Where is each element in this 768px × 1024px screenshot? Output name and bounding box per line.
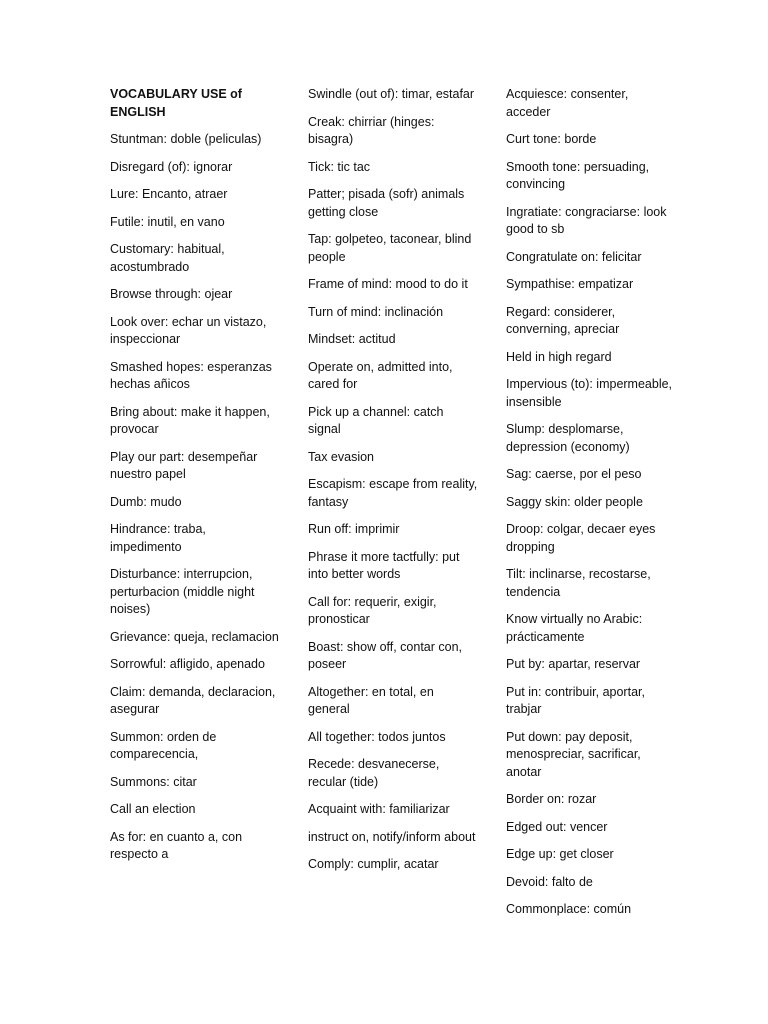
vocab-entry: Slump: desplomarse, depression (economy) <box>506 422 630 454</box>
vocab-entry: Sag: caerse, por el peso <box>506 467 642 481</box>
vocab-entry: Operate on, admitted into, cared for <box>308 359 453 391</box>
vocab-entry: Ingratiate: congraciarse: look good to sb <box>506 204 667 236</box>
vocab-entry: Disregard (of): ignorar <box>110 159 233 174</box>
vocab-entry: Browse through: ojear <box>110 287 233 301</box>
vocab-entry: Smashed hopes: esperanzas hechas añicos <box>110 359 272 391</box>
vocab-entry: instruct on, notify/inform about <box>308 829 476 844</box>
vocab-entry: Run off: imprimir <box>308 522 400 536</box>
vocab-entry: Hindrance: traba, impedimento <box>110 522 206 554</box>
vocab-entry: Acquaint with: familiarizar <box>308 802 450 816</box>
vocab-entry: Bring about: make it happen, provocar <box>110 404 270 436</box>
vocab-entry: Play our part: desempeñar nuestro papel <box>110 449 258 481</box>
vocab-entry: Sympathise: empatizar <box>506 277 634 291</box>
vocab-entry: Turn of mind: inclinación <box>308 304 444 319</box>
column-3 <box>506 86 676 929</box>
vocab-entry: Escapism: escape from reality, fantasy <box>308 477 478 509</box>
vocab-entry: Sorrowful: afligido, apenado <box>110 657 265 671</box>
vocab-entry: Tax evasion <box>308 449 375 464</box>
vocab-entry: Call an election <box>110 802 196 816</box>
column-2 <box>308 86 478 884</box>
vocab-entry: Devoid: falto de <box>506 874 593 889</box>
vocab-entry: Frame of mind: mood to do it <box>308 277 468 291</box>
vocab-entry: Creak: chirriar (hinges: bisagra) <box>308 114 435 146</box>
vocab-entry: As for: en cuanto a, con respecto a <box>110 829 243 861</box>
document-title: VOCABULARY USE of ENGLISH <box>110 87 242 119</box>
vocab-entry: Claim: demanda, declaracion, asegurar <box>110 684 276 716</box>
column-1 <box>110 86 280 874</box>
vocab-entry: Acquiesce: consenter, acceder <box>506 87 629 119</box>
vocab-entry: Curt tone: borde <box>506 132 597 146</box>
vocab-entry: Pick up a channel: catch signal <box>308 404 444 436</box>
vocab-entry: Comply: cumplir, acatar <box>308 857 439 871</box>
vocab-entry: Grievance: queja, reclamacion <box>110 629 279 644</box>
vocab-entry: Smooth tone: persuading, convincing <box>506 159 650 191</box>
vocab-entry: Tick: tic tac <box>308 159 371 174</box>
vocab-entry: Mindset: actitud <box>308 332 396 346</box>
vocab-entry: Customary: habitual, acostumbrado <box>110 242 225 274</box>
vocab-entry: Know virtually no Arabic: prácticamente <box>506 612 643 644</box>
vocab-entry: Summon: orden de comparecencia, <box>110 729 217 761</box>
vocab-entry: Dumb: mudo <box>110 494 182 509</box>
vocab-entry: Lure: Encanto, atraer <box>110 187 228 201</box>
vocab-entry: Held in high regard <box>506 349 612 364</box>
vocab-entry: Altogether: en total, en general <box>308 684 434 716</box>
vocab-entry: Disturbance: interrupcion, perturbacion (middle night noises) <box>110 567 255 616</box>
vocab-entry: Futile: inutil, en vano <box>110 214 225 229</box>
vocab-entry: Saggy skin: older people <box>506 494 643 509</box>
vocab-entry: Commonplace: común <box>506 902 632 916</box>
vocab-entry: Droop: colgar, decaer eyes dropping <box>506 522 656 554</box>
vocab-entry: Look over: echar un vistazo, inspeccionar <box>110 314 267 346</box>
vocab-entry: Stuntman: doble (peliculas) <box>110 132 262 146</box>
vocab-entry: Recede: desvanecerse, recular (tide) <box>308 757 440 789</box>
vocab-entry: Congratulate on: felicitar <box>506 249 642 264</box>
vocab-entry: Phrase it more tactfully: put into better words <box>308 549 460 581</box>
vocab-entry: Border on: rozar <box>506 792 597 806</box>
vocab-entry: Boast: show off, contar con, poseer <box>308 639 463 671</box>
vocab-entry: Tap: golpeteo, taconear, blind people <box>308 232 472 264</box>
vocab-entry: Edge up: get closer <box>506 847 614 861</box>
vocab-entry: Tilt: inclinarse, recostarse, tendencia <box>506 567 651 599</box>
vocab-entry: Summons: citar <box>110 774 197 789</box>
vocab-entry: Impervious (to): impermeable, insensible <box>506 377 673 409</box>
vocab-entry: Swindle (out of): timar, estafar <box>308 87 475 101</box>
vocab-entry: Call for: requerir, exigir, pronosticar <box>308 594 437 626</box>
vocab-entry: Put by: apartar, reservar <box>506 657 641 671</box>
vocab-entry: Put down: pay deposit, menospreciar, sacrificar, anotar <box>506 729 641 779</box>
vocab-entry: All together: todos juntos <box>308 729 446 744</box>
vocab-entry: Edged out: vencer <box>506 819 608 834</box>
vocab-entry: Patter; pisada (sofr) animals getting close <box>308 187 465 219</box>
vocab-entry: Regard: considerer, converning, apreciar <box>506 304 620 336</box>
vocab-entry: Put in: contribuir, aportar, trabjar <box>506 684 645 716</box>
